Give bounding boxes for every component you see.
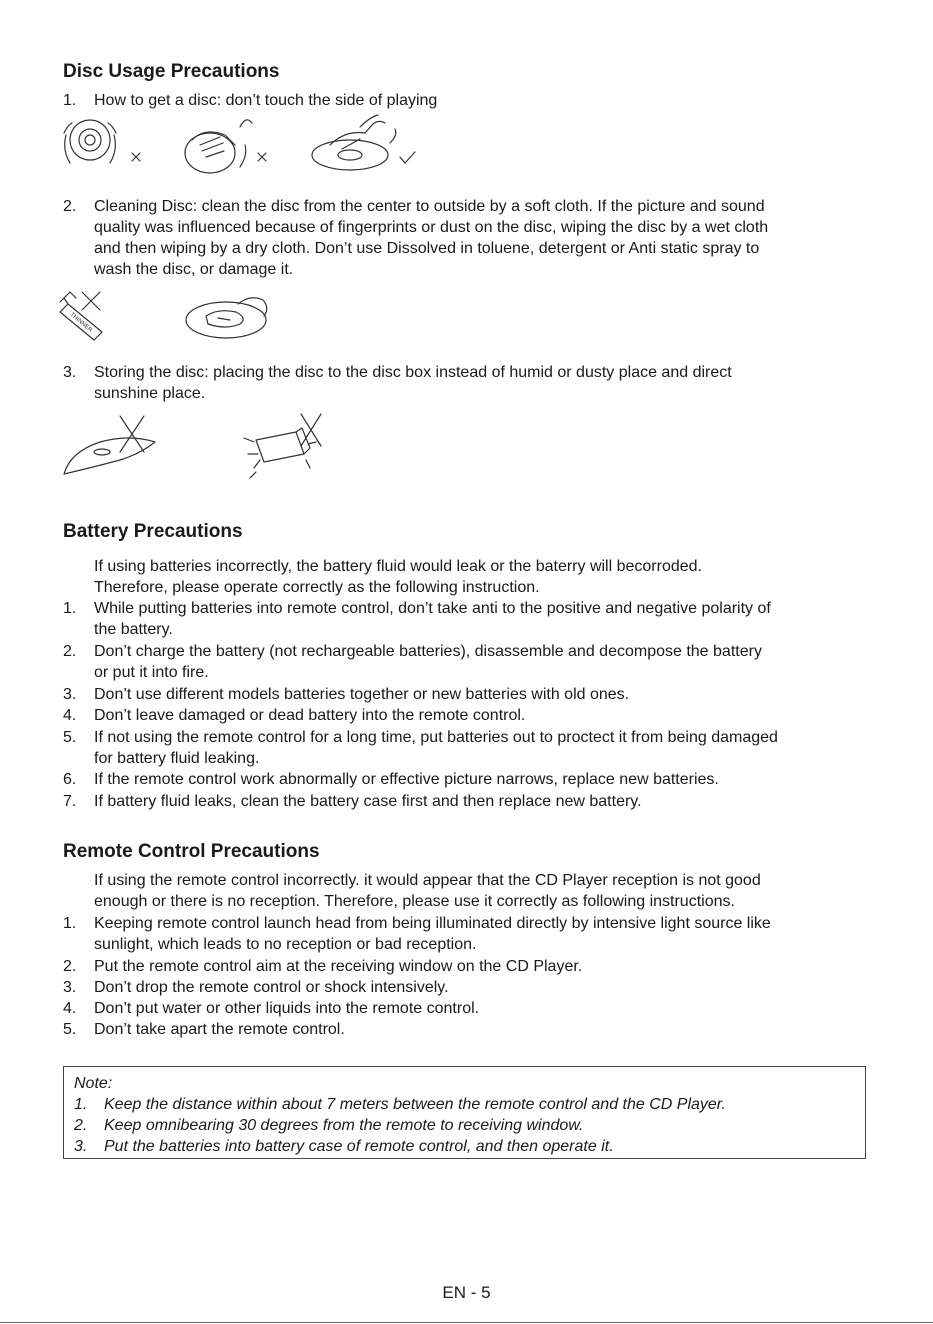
bottom-divider bbox=[0, 1322, 933, 1323]
intro-text: enough or there is no reception. Therefore, please use it correctly as following instructions. bbox=[94, 893, 735, 910]
list-text: Storing the disc: placing the disc to the disc box instead of humid or dusty place and direct bbox=[94, 364, 732, 381]
list-text: or put it into fire. bbox=[94, 664, 209, 681]
cross-mark-icon bbox=[120, 416, 144, 452]
list-text: If not using the remote control for a long time, put batteries out to proctect it from being damaged bbox=[94, 729, 778, 746]
list-number: 1. bbox=[63, 600, 77, 617]
warped-disc-icon bbox=[64, 438, 155, 474]
disc-storage-illustration bbox=[60, 412, 330, 484]
hand-holding-disc-edge-icon bbox=[312, 115, 396, 170]
intro-text: Therefore, please operate correctly as the following instruction. bbox=[94, 579, 540, 596]
list-text: Don’t put water or other liquids into the remote control. bbox=[94, 1000, 480, 1017]
disc-box-in-sun-icon bbox=[244, 428, 316, 478]
list-text: Don’t use different models batteries together or new batteries with old ones. bbox=[94, 686, 630, 703]
note-text: Keep the distance within about 7 meters between the remote control and the CD Player. bbox=[104, 1096, 726, 1113]
list-number: 4. bbox=[63, 707, 77, 724]
intro-text: If using the remote control incorrectly. it would appear that the CD Player reception is not good bbox=[94, 872, 761, 889]
note-title: Note: bbox=[74, 1075, 113, 1092]
hand-touching-disc-icon bbox=[185, 120, 252, 173]
list-text: If the remote control work abnormally or effective picture narrows, replace new batteries. bbox=[94, 771, 719, 788]
disc-heading: Disc Usage Precautions bbox=[63, 61, 280, 82]
thinner-bottle-icon bbox=[60, 292, 102, 340]
list-number: 7. bbox=[63, 793, 77, 810]
note-box bbox=[63, 1066, 866, 1159]
list-text: If battery fluid leaks, clean the battery case first and then replace new battery. bbox=[94, 793, 642, 810]
list-text: While putting batteries into remote control, don’t take anti to the positive and negative polarity of bbox=[94, 600, 771, 617]
note-text: Put the batteries into battery case of remote control, and then operate it. bbox=[104, 1138, 614, 1155]
disc-handling-illustration bbox=[60, 115, 430, 180]
list-text: Don’t take apart the remote control. bbox=[94, 1021, 345, 1038]
page-number: EN - 5 bbox=[442, 1283, 491, 1302]
list-number: 3. bbox=[63, 979, 77, 996]
list-number: 4. bbox=[63, 1000, 77, 1017]
cross-mark-icon bbox=[301, 414, 321, 446]
list-number: 1. bbox=[63, 92, 77, 109]
list-number: 2. bbox=[74, 1117, 88, 1134]
hand-holding-disc-icon bbox=[64, 120, 116, 163]
list-text: wash the disc, or damage it. bbox=[94, 261, 294, 278]
list-text: Don’t charge the battery (not rechargeable batteries), disassemble and decompose the battery bbox=[94, 643, 762, 660]
list-number: 2. bbox=[63, 198, 77, 215]
list-text: sunlight, which leads to no reception or bad reception. bbox=[94, 936, 477, 953]
list-text: How to get a disc: don’t touch the side of playing bbox=[94, 92, 438, 109]
list-text: Put the remote control aim at the receiving window on the CD Player. bbox=[94, 958, 583, 975]
remote-heading: Remote Control Precautions bbox=[63, 841, 320, 862]
list-text: Cleaning Disc: clean the disc from the center to outside by a soft cloth. If the picture and sound bbox=[94, 198, 765, 215]
cross-mark-icon bbox=[82, 292, 100, 310]
list-number: 5. bbox=[63, 729, 77, 746]
thinner-label: THINNER bbox=[68, 311, 94, 334]
cross-mark-icon bbox=[258, 153, 266, 161]
list-number: 3. bbox=[63, 686, 77, 703]
list-number: 3. bbox=[63, 364, 77, 381]
list-number: 1. bbox=[74, 1096, 88, 1113]
list-text: and then wiping by a dry cloth. Don’t use Dissolved in toluene, detergent or Anti static spray to bbox=[94, 240, 760, 257]
list-text: Keeping remote control launch head from being illuminated directly by intensive light source like bbox=[94, 915, 771, 932]
disc-cleaning-illustration bbox=[58, 290, 273, 348]
note-text: Keep omnibearing 30 degrees from the remote to receiving window. bbox=[104, 1117, 584, 1134]
battery-heading: Battery Precautions bbox=[63, 521, 243, 542]
list-text: the battery. bbox=[94, 621, 173, 638]
list-number: 2. bbox=[63, 643, 77, 660]
list-text: sunshine place. bbox=[94, 385, 206, 402]
list-text: Don’t leave damaged or dead battery into the remote control. bbox=[94, 707, 526, 724]
list-text: quality was influenced because of fingerprints or dust on the disc, wiping the disc by a wet cloth bbox=[94, 219, 769, 236]
check-mark-icon bbox=[400, 152, 415, 163]
list-number: 2. bbox=[63, 958, 77, 975]
cross-mark-icon bbox=[132, 153, 140, 161]
intro-text: If using batteries incorrectly, the battery fluid would leak or the baterry will becorroded. bbox=[94, 558, 702, 575]
list-number: 5. bbox=[63, 1021, 77, 1038]
list-text: Don’t drop the remote control or shock intensively. bbox=[94, 979, 449, 996]
cloth-wiping-disc-icon bbox=[186, 298, 267, 338]
list-number: 6. bbox=[63, 771, 77, 788]
list-number: 3. bbox=[74, 1138, 88, 1155]
list-text: for battery fluid leaking. bbox=[94, 750, 260, 767]
list-number: 1. bbox=[63, 915, 77, 932]
